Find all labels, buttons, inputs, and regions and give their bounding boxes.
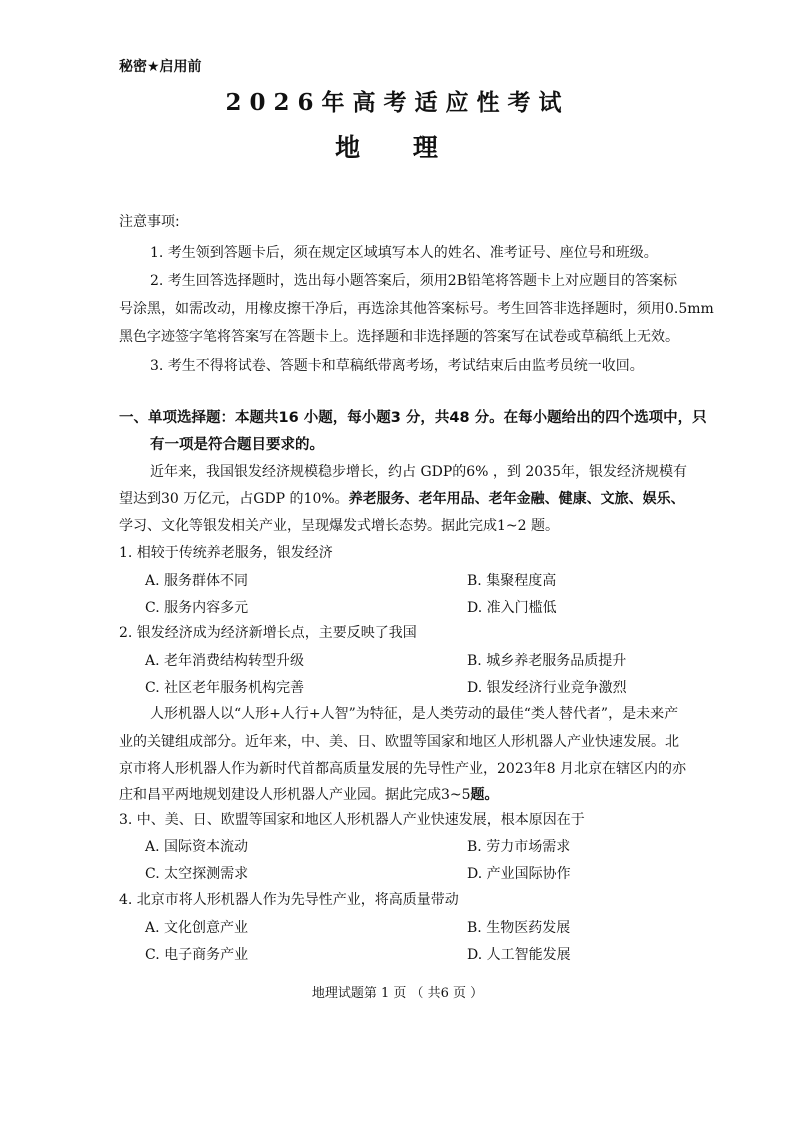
passage2-line-2: 业的关键组成部分。近年来，中、美、日、欧盟等国家和地区人形机器人产业快速发展。北: [119, 734, 679, 750]
question-4-option-c: C. 电子商务产业: [145, 947, 249, 963]
question-2-option-c: C. 社区老年服务机构完善: [145, 680, 305, 696]
section-heading-line-1: 一、单项选择题：本题共16 小题，每小题3 分，共48 分。在每小题给出的四个选项中，只: [119, 410, 707, 426]
question-4-option-d: D. 人工智能发展: [467, 947, 571, 963]
passage2-line-4b: 题。: [470, 787, 499, 803]
question-2-option-b: B. 城乡养老服务品质提升: [467, 653, 627, 669]
question-4-option-b: B. 生物医药发展: [467, 920, 571, 936]
question-1-option-b: B. 集聚程度高: [467, 573, 557, 589]
question-3-option-c: C. 太空探测需求: [145, 866, 249, 882]
notice-line-1: 1. 考生领到答题卡后，须在规定区域填写本人的姓名、准考证号、座位号和班级。: [150, 245, 658, 261]
passage2-line-1: 人形机器人以“人形+人行+人智”为特征，是人类劳动的最佳“类人替代者”，是未来产: [150, 706, 679, 722]
question-3-option-a: A. 国际资本流动: [145, 839, 249, 855]
section-heading-line-2: 有一项是符合题目要求的。: [150, 437, 324, 453]
confidential-label: 秘密★启用前: [119, 59, 202, 75]
question-3-option-d: D. 产业国际协作: [467, 866, 571, 882]
passage1-line-3: 学习、文化等银发相关产业，呈现爆发式增长态势。据此完成1~2 题。: [119, 518, 559, 534]
passage2-line-3: 京市将人形机器人作为新时代首都高质量发展的先导性产业，2023年8 月北京在辖区内的亦: [119, 761, 686, 777]
passage1-line-2a: 望达到30 万亿元，占GDP 的10%。: [119, 491, 349, 507]
question-1-option-a: A. 服务群体不同: [145, 573, 249, 589]
notice-line-3: 号涂黑，如需改动，用橡皮擦干净后，再选涂其他答案标号。考生回答非选择题时，须用0.5mm: [119, 301, 714, 317]
notice-line-2: 2. 考生回答选择题时，选出每小题答案后，须用2B铅笔将答题卡上对应题目的答案标: [150, 273, 678, 289]
exam-title: 2026年高考适应性考试: [225, 89, 570, 116]
notice-line-4: 黑色字迹签字笔将答案写在答题卡上。选择题和非选择题的答案写在试卷或草稿纸上无效。: [119, 329, 679, 345]
question-1-stem: 1. 相较于传统养老服务，银发经济: [119, 545, 333, 561]
question-2-option-d: D. 银发经济行业竞争激烈: [467, 680, 627, 696]
passage2-line-4: [119, 784, 499, 804]
page-footer: 地理试题第 1 页 （ 共6 页 ）: [311, 986, 484, 1001]
passage1-line-2b: 养老服务、老年用品、老年金融、健康、文旅、娱乐、: [348, 491, 685, 507]
notice-heading: 注意事项:: [119, 214, 180, 230]
question-3-stem: 3. 中、美、日、欧盟等国家和地区人形机器人产业快速发展，根本原因在于: [119, 812, 585, 828]
passage1-line-1: 近年来，我国银发经济规模稳步增长，约占 GDP的6% ，到 2035年，银发经济规模有: [150, 464, 688, 480]
question-2-stem: 2. 银发经济成为经济新增长点，主要反映了我国: [119, 625, 417, 641]
notice-line-5: 3. 考生不得将试卷、答题卡和草稿纸带离考场，考试结束后由监考员统一收回。: [150, 358, 644, 374]
question-4-option-a: A. 文化创意产业: [145, 920, 249, 936]
question-1-option-c: C. 服务内容多元: [145, 600, 249, 616]
question-4-stem: 4. 北京市将人形机器人作为先导性产业，将高质量带动: [119, 892, 459, 908]
question-1-option-d: D. 准入门槛低: [467, 600, 557, 616]
question-3-option-b: B. 劳力市场需求: [467, 839, 571, 855]
passage2-line-4a: 庄和昌平两地规划建设人形机器人产业园。据此完成3~5: [119, 787, 471, 803]
question-2-option-a: A. 老年消费结构转型升级: [145, 653, 305, 669]
subject-title: 地 理: [335, 133, 460, 162]
passage1-line-2: [119, 488, 685, 508]
